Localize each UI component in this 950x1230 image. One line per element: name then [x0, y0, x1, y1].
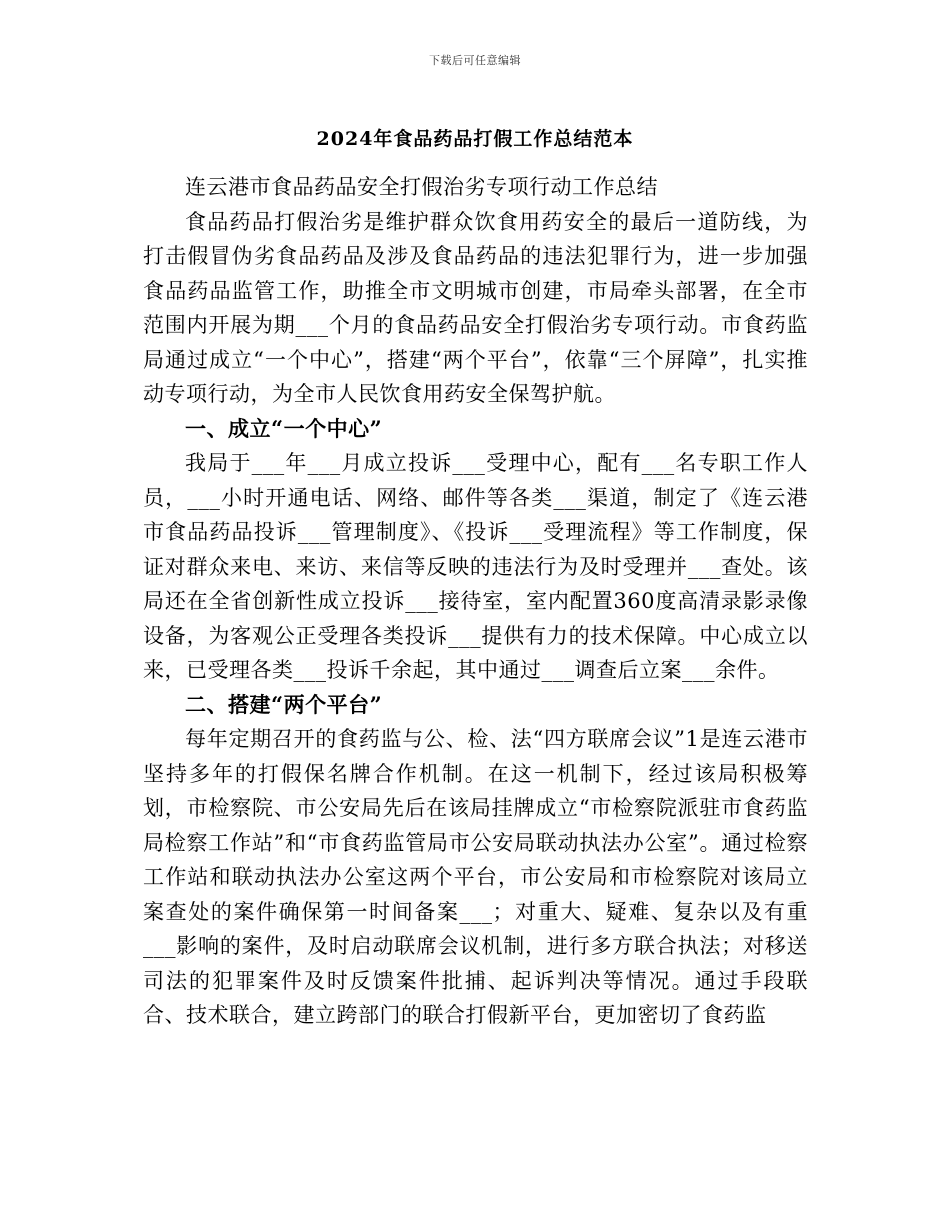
document-subtitle: 连云港市食品药品安全打假治劣专项行动工作总结	[185, 175, 658, 199]
section-2-heading-text: 二、搭建“两个平台”	[185, 691, 383, 717]
page-header-note: 下载后可任意编辑	[429, 54, 521, 67]
section-1-heading-text: 一、成立“一个中心”	[185, 415, 383, 441]
section-2-paragraph: 每年定期召开的食药监与公、检、法“四方联席会议”1是连云港市坚持多年的打假保名牌合作机制。在这一机制下，经过该局积极筹划，市检察院、市公安局先后在该局挂牌成立“市检察院派驻市食药监局检察工作站”和“市食药监管局市公安局联动执法办公室”。通过检察工作站和联动执法办公室这两个平台，市公安局和市检察院对该局立案查处的案件确保第一时间备案___；对重大、疑难、复杂以及有重___影响的案件，及时启动联席会议机制，进行多方联合执法；对移送司法的犯罪案件及时反馈案件批捕、起诉判决等情况。通过手段联合、技术联合，建立跨部门的联合打假新平台，更加密切了食药监	[143, 727, 808, 1027]
document-title: 2024年食品药品打假工作总结范本	[316, 128, 634, 150]
section-1-paragraph: 我局于___年___月成立投诉___受理中心，配有___名专职工作人员，___小时开通电话、网络、邮件等各类___渠道，制定了《连云港市食品药品投诉___管理制度》、《投诉___受理流程》等工作制度，保证对群众来电、来访、来信等反映的违法行为及时受理并___查处。该局还在全省创新性成立投诉___接待室，室内配置360度高清录影录像设备，为客观公正受理各类投诉___提供有力的技术保障。中心成立以来，已受理各类___投诉千余起，其中通过___调查后立案___余件。	[143, 451, 808, 682]
section-2-heading	[143, 688, 808, 723]
intro-paragraph: 食品药品打假治劣是维护群众饮食用药安全的最后一道防线，为打击假冒伪劣食品药品及涉及食品药品的违法犯罪行为，进一步加强食品药品监管工作，助推全市文明城市创建，市局牵头部署，在全市范围内开展为期___个月的食品药品安全打假治劣专项行动。市食药监局通过成立“一个中心”，搭建“两个平台”，依靠“三个屏障”，扎实推动专项行动，为全市人民饮食用药安全保驾护航。	[143, 209, 808, 406]
section-1-heading	[143, 412, 808, 447]
document-body	[143, 170, 808, 1033]
